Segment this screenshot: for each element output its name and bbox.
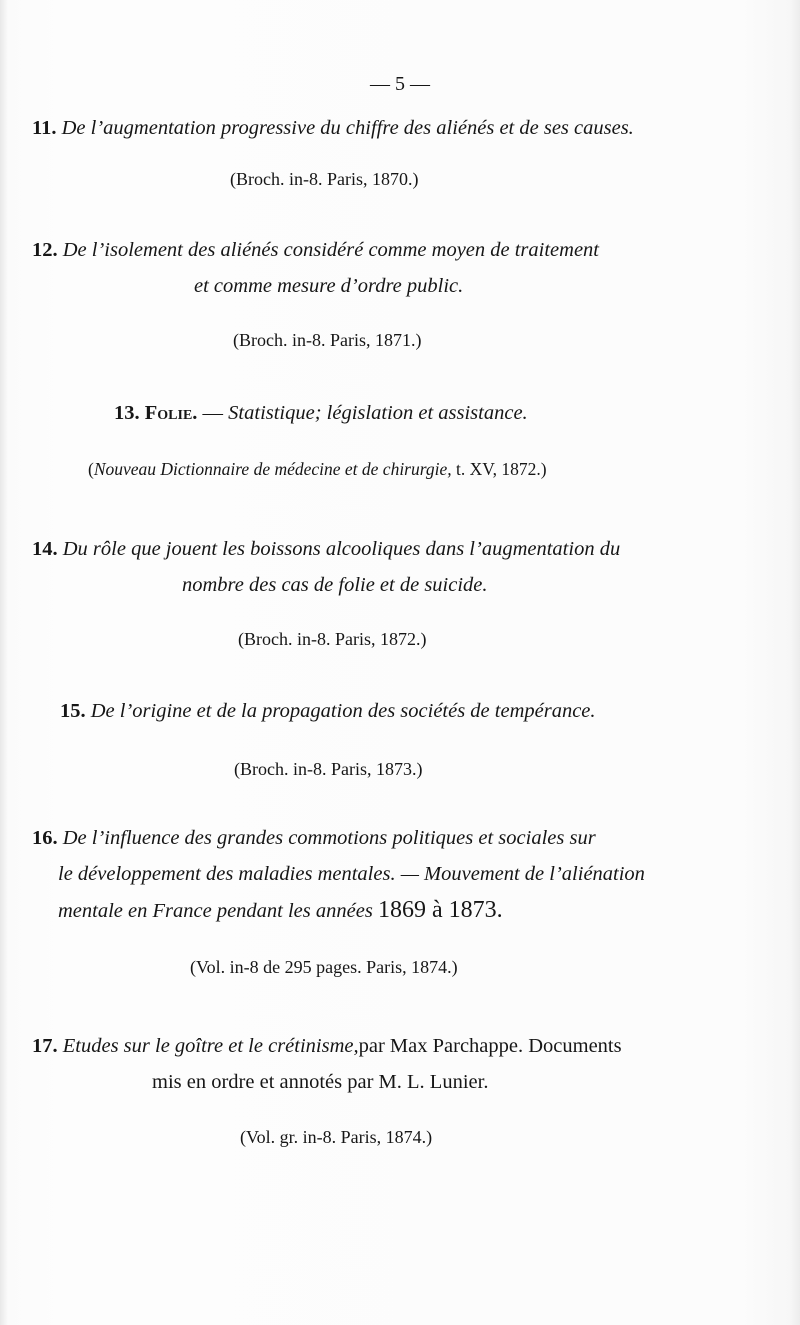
entry-17-publication: (Vol. gr. in-8. Paris, 1874.) — [240, 1127, 433, 1147]
entry-13-heading: Folie. — [144, 402, 198, 424]
entry-11-text: De l’augmentation progressive du chiffre des aliénés et de ses causes. — [61, 117, 634, 139]
entry-16-title — [32, 826, 596, 850]
entry-15-text: De l’origine et de la propagation des sociétés de tempérance. — [90, 700, 596, 722]
entry-15-number: 15. — [60, 700, 86, 722]
entry-16-years: 1869 à 1873. — [377, 897, 503, 923]
entry-17-title — [32, 1034, 622, 1058]
entry-12-publication: (Broch. in-8. Paris, 1871.) — [233, 330, 422, 350]
entry-14-text-line1: Du rôle que jouent les boissons alcooliques dans l’augmentation du — [62, 538, 621, 560]
entry-11-publication: (Broch. in-8. Paris, 1870.) — [230, 169, 419, 189]
entry-17-number: 17. — [32, 1035, 58, 1057]
entry-16-number: 16. — [32, 827, 58, 849]
entry-11-title — [32, 116, 634, 140]
entry-13-text: Statistique; législation et assistance. — [228, 402, 528, 424]
entry-15-publication: (Broch. in-8. Paris, 1873.) — [234, 759, 423, 779]
entry-17-line2: mis en ordre et annotés par M. L. Lunier. — [152, 1071, 489, 1093]
entry-17-title-rest: par Max Parchappe. Documents — [358, 1035, 622, 1057]
entry-11-number: 11. — [32, 117, 57, 139]
entry-13-number: 13. — [114, 402, 140, 424]
entry-13-publication-rest: t. XV, 1872.) — [451, 459, 547, 479]
entry-14-number: 14. — [32, 538, 58, 560]
entry-16-text-line3-text: mentale en France pendant les années — [58, 900, 373, 922]
entry-17-title-italic: Etudes sur le goître et le crétinisme, — [62, 1035, 359, 1057]
entry-12-number: 12. — [32, 239, 58, 261]
entry-16-text-line1: De l’influence des grandes commotions politiques et sociales sur — [62, 827, 596, 849]
entry-12-text-line1: De l’isolement des aliénés considéré comme moyen de traitement — [62, 239, 600, 261]
entry-14-title — [32, 537, 620, 561]
entry-16-text-line3 — [58, 898, 503, 923]
entry-14-text-line2: nombre des cas de folie et de suicide. — [182, 574, 488, 596]
entry-16-text-line2: le développement des maladies mentales. — Mouvement de l’aliénation — [58, 863, 645, 885]
entry-13-title — [114, 401, 528, 425]
entry-15-title — [60, 699, 596, 723]
entry-13-publication — [88, 458, 547, 480]
page-number: — 5 — — [370, 73, 430, 95]
entry-13-publication-title: Nouveau Dictionnaire de médecine et de chirurgie, — [93, 459, 452, 479]
entry-12-text-line2: et comme mesure d’ordre public. — [194, 275, 464, 297]
entry-13-publication-open: ( — [88, 459, 94, 479]
entry-12-title — [32, 238, 599, 262]
entry-14-publication: (Broch. in-8. Paris, 1872.) — [238, 629, 427, 649]
entry-13-dash: — — [197, 402, 229, 424]
entry-16-publication: (Vol. in-8 de 295 pages. Paris, 1874.) — [190, 957, 458, 977]
